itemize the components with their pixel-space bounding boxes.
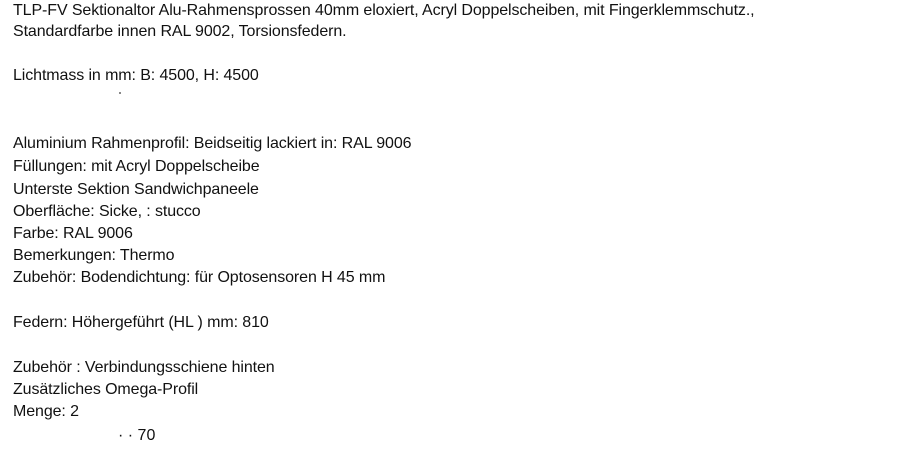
spec-fuellungen: Füllungen: mit Acryl Doppelscheibe bbox=[13, 158, 260, 175]
lichtmass-line: Lichtmass in mm: B: 4500, H: 4500 bbox=[13, 67, 259, 84]
header-line-1: TLP-FV Sektionaltor Alu-Rahmensprossen 40mm eloxiert, Acryl Doppelscheiben, mit Fingerklemmschutz., bbox=[13, 2, 755, 19]
cut-off-text: · · 70 bbox=[118, 427, 156, 444]
cut-off-text-fragment bbox=[118, 427, 156, 444]
header-line-2: Standardfarbe innen RAL 9002, Torsionsfedern. bbox=[13, 23, 347, 40]
omega-profil-line: Zusätzliches Omega-Profil bbox=[13, 381, 199, 398]
scan-dot-mark bbox=[119, 92, 121, 94]
spec-zubehoer-boden: Zubehör: Bodendichtung: für Optosensoren H 45 mm bbox=[13, 269, 386, 286]
menge-line: Menge: 2 bbox=[13, 403, 79, 420]
spec-oberflaeche: Oberfläche: Sicke, : stucco bbox=[13, 203, 201, 220]
spec-farbe: Farbe: RAL 9006 bbox=[13, 225, 133, 242]
spec-bemerkungen: Bemerkungen: Thermo bbox=[13, 247, 175, 264]
spec-sektion: Unterste Sektion Sandwichpaneele bbox=[13, 181, 259, 198]
federn-line: Federn: Höhergeführt (HL ) mm: 810 bbox=[13, 314, 269, 331]
zubehoer-verbindung-line: Zubehör : Verbindungsschiene hinten bbox=[13, 359, 275, 376]
spec-profil: Aluminium Rahmenprofil: Beidseitig lackiert in: RAL 9006 bbox=[13, 135, 412, 152]
